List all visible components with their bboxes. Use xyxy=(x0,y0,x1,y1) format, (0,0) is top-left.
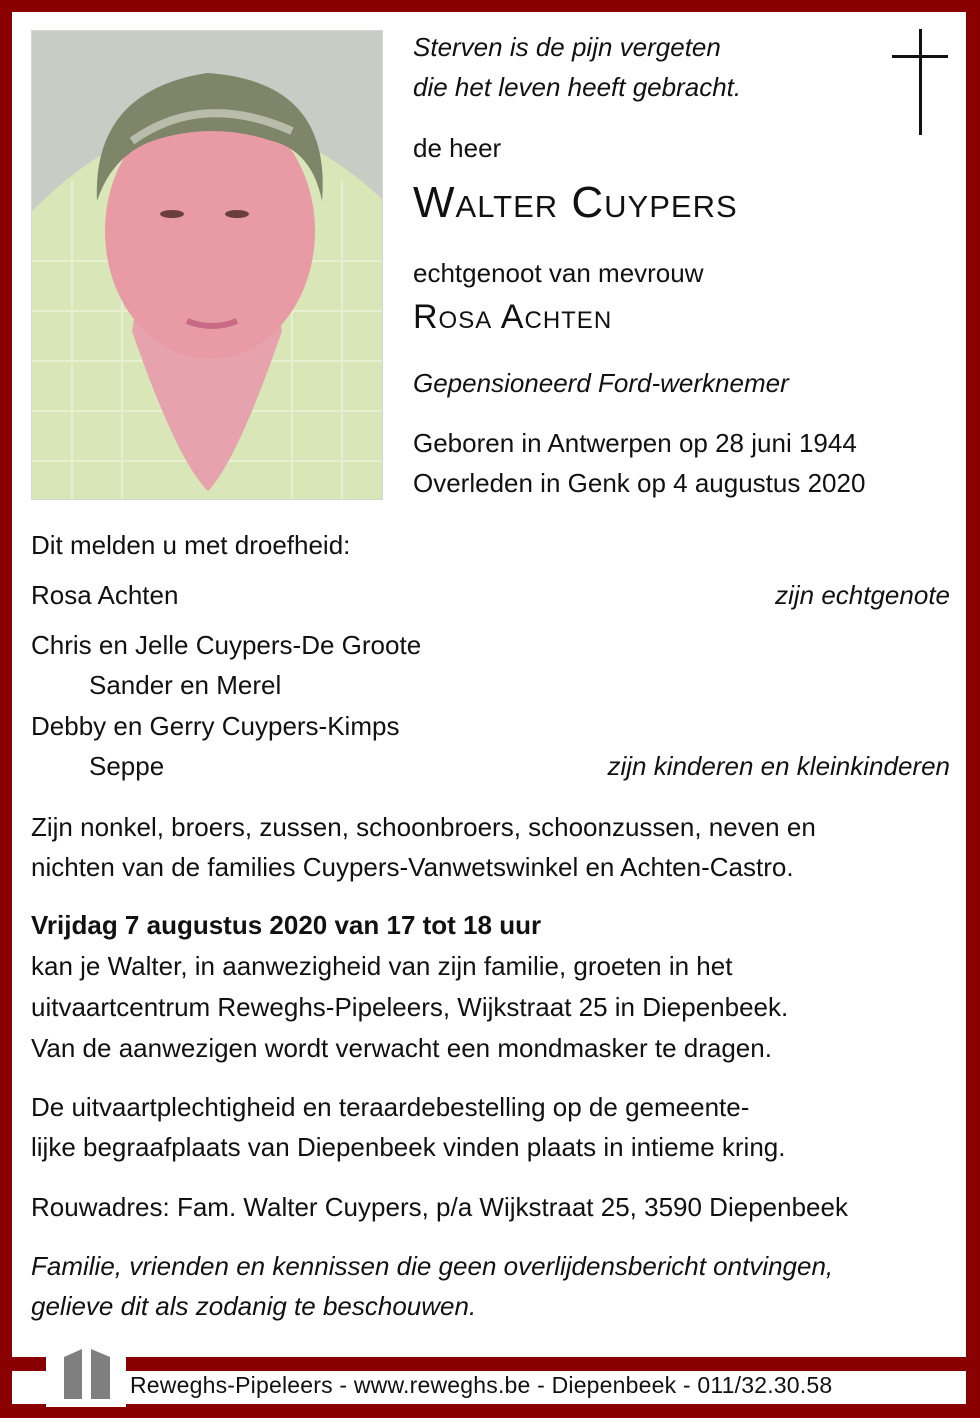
mourning-address: Rouwadres: Fam. Walter Cuypers, p/a Wijkstraat 25, 3590 Diepenbeek xyxy=(31,1192,848,1222)
mourner-relation: zijn kinderen en kleinkinderen xyxy=(607,751,950,781)
visitation-line-2: uitvaartcentrum Reweghs-Pipeleers, Wijkstraat 25 in Diepenbeek. xyxy=(31,992,789,1022)
quote-line-2: die het leven heeft gebracht. xyxy=(413,72,742,102)
closing-line-1: Familie, vrienden en kennissen die geen overlijdensbericht ontvingen, xyxy=(31,1251,834,1281)
cross-icon xyxy=(919,29,922,135)
mourners-intro: Dit melden u met droefheid: xyxy=(31,530,351,560)
visitation-datetime: Vrijdag 7 augustus 2020 van 17 tot 18 uur xyxy=(31,910,542,940)
extended-family-line-2: nichten van de families Cuypers-Vanwetswinkel en Achten-Castro. xyxy=(31,852,794,882)
occupation: Gepensioneerd Ford-werknemer xyxy=(413,368,789,398)
title-prefix: de heer xyxy=(413,133,502,163)
portrait-photo xyxy=(31,30,383,500)
extended-family-line-1: Zijn nonkel, broers, zussen, schoonbroers, schoonzussen, neven en xyxy=(31,812,816,842)
ceremony-line-1: De uitvaartplechtigheid en teraardebestelling op de gemeente- xyxy=(31,1092,750,1122)
born-line: Geboren in Antwerpen op 28 juni 1944 xyxy=(413,428,857,458)
mourner-name: Debby en Gerry Cuypers-Kimps xyxy=(31,711,400,741)
quote-line-1: Sterven is de pijn vergeten xyxy=(413,32,721,62)
died-line: Overleden in Genk op 4 augustus 2020 xyxy=(413,468,866,498)
mourner-name: Seppe xyxy=(89,751,165,781)
spouse-prefix: echtgenoot van mevrouw xyxy=(413,258,704,288)
portrait-illustration xyxy=(32,31,383,500)
mourner-name: Rosa Achten xyxy=(31,580,179,610)
visitation-line-3: Van de aanwezigen wordt verwacht een mondmasker te dragen. xyxy=(31,1033,772,1063)
reweghs-door-logo-icon xyxy=(58,1349,122,1401)
spouse-name: Rosa Achten xyxy=(413,298,613,336)
cross-icon-bar xyxy=(892,55,948,58)
mourner-relation: zijn echtgenote xyxy=(775,580,950,610)
deceased-name: Walter Cuypers xyxy=(413,178,738,227)
ceremony-line-2: lijke begraafplaats van Diepenbeek vinden plaats in intieme kring. xyxy=(31,1132,786,1162)
closing-line-2: gelieve dit als zodanig te beschouwen. xyxy=(31,1291,477,1321)
mourner-name: Chris en Jelle Cuypers-De Groote xyxy=(31,630,422,660)
mourner-name: Sander en Merel xyxy=(89,670,282,700)
visitation-line-1: kan je Walter, in aanwezigheid van zijn familie, groeten in het xyxy=(31,951,733,981)
footer-contact: Reweghs-Pipeleers - www.reweghs.be - Diepenbeek - 011/32.30.58 xyxy=(130,1372,833,1398)
